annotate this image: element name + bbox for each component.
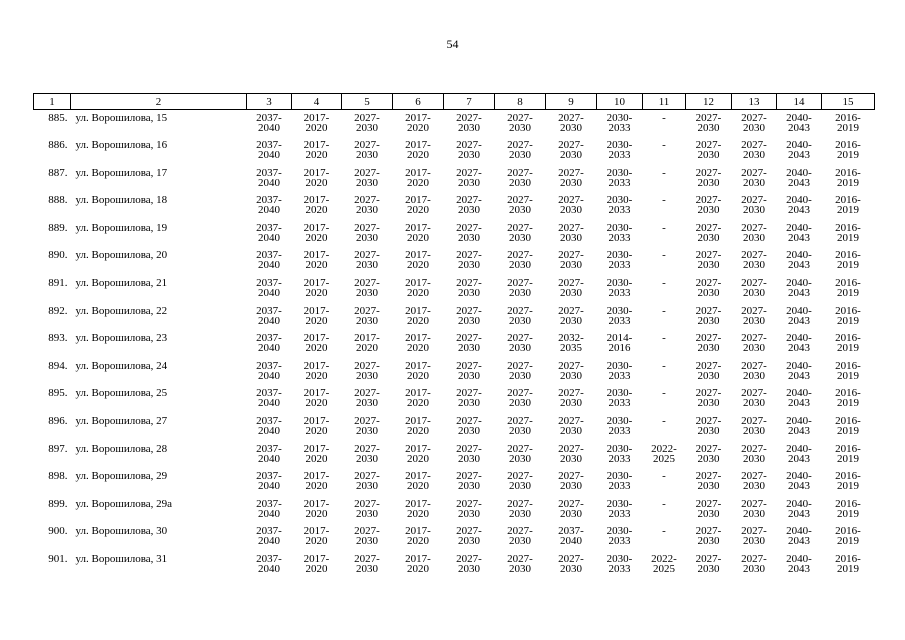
row-number: 898. [48, 470, 68, 483]
period-cell: 2030- 2033 [606, 525, 633, 548]
period-cell: 2040- 2043 [786, 553, 812, 575]
period-cell: 2030- 2033 [606, 470, 633, 493]
period-cell: 2037- 2040 [558, 525, 584, 548]
period-cell: 2016- 2019 [835, 249, 861, 272]
table-row [34, 165, 875, 193]
address-cell: ул. Ворошилова, 15 [75, 112, 168, 124]
period-cell: 2030- 2033 [606, 277, 633, 300]
period-cell: 2030- 2033 [606, 221, 633, 244]
period-cell: 2027- 2030 [354, 553, 380, 575]
period-cell: - [662, 112, 666, 124]
period-cell: 2040- 2043 [786, 332, 812, 355]
period-cell: 2017- 2020 [405, 139, 431, 162]
address-cell: ул. Ворошилова, 29 [75, 470, 168, 483]
row-number: 897. [48, 442, 68, 455]
period-cell: 2017- 2020 [405, 249, 431, 272]
period-cell: 2027- 2030 [741, 553, 767, 575]
period-cell: 2027- 2030 [558, 194, 584, 217]
address-cell: ул. Ворошилова, 24 [75, 359, 168, 372]
period-cell: 2027- 2030 [695, 249, 722, 272]
period-cell: 2016- 2019 [835, 332, 861, 355]
period-cell: 2022- 2025 [651, 442, 677, 465]
row-number: 896. [48, 415, 68, 428]
period-cell: 2016- 2019 [835, 221, 861, 244]
period-cell: 2016- 2019 [835, 497, 861, 520]
table-row [34, 220, 875, 248]
period-cell: 2027- 2030 [354, 139, 380, 162]
period-cell: 2027- 2030 [507, 359, 533, 382]
column-header: 6 [393, 94, 444, 110]
table-row [34, 275, 875, 303]
period-cell: 2027- 2030 [558, 277, 584, 300]
address-cell: ул. Ворошилова, 20 [75, 249, 168, 262]
table-row [34, 468, 875, 496]
column-header: 10 [597, 94, 643, 110]
table-row [34, 385, 875, 413]
period-cell: 2027- 2030 [507, 470, 533, 493]
column-header: 12 [686, 94, 732, 110]
period-cell: 2027- 2030 [456, 277, 482, 300]
period-cell: 2027- 2030 [741, 332, 767, 355]
address-cell: ул. Ворошилова, 18 [75, 194, 168, 207]
period-cell: 2017- 2020 [405, 304, 431, 327]
address-cell: ул. Ворошилова, 21 [75, 277, 168, 290]
column-header: 3 [247, 94, 292, 110]
period-cell: 2017- 2020 [405, 166, 431, 189]
period-cell: 2027- 2030 [354, 525, 380, 548]
row-number: 886. [48, 139, 68, 152]
period-cell: 2017- 2020 [303, 166, 330, 189]
period-cell: - [662, 497, 666, 510]
period-cell: 2040- 2043 [786, 442, 812, 465]
period-cell: 2030- 2033 [606, 497, 633, 520]
period-cell: 2027- 2030 [456, 332, 482, 355]
address-cell: ул. Ворошилова, 29а [75, 497, 173, 510]
period-cell: 2016- 2019 [835, 525, 861, 548]
period-cell: 2027- 2030 [507, 194, 533, 217]
period-cell: 2014- 2016 [606, 332, 633, 355]
table-row [34, 137, 875, 165]
period-cell: 2037- 2040 [256, 249, 282, 272]
period-cell: 2030- 2033 [606, 304, 633, 327]
row-number: 894. [48, 359, 68, 372]
period-cell: 2017- 2020 [405, 415, 431, 438]
period-cell: 2027- 2030 [558, 387, 584, 410]
period-cell: 2037- 2040 [256, 497, 282, 520]
period-cell: 2027- 2030 [741, 194, 767, 217]
period-cell: 2016- 2019 [835, 166, 861, 189]
row-number: 885. [48, 112, 68, 124]
table-row [34, 523, 875, 551]
period-cell: 2027- 2030 [456, 112, 482, 134]
period-cell: 2027- 2030 [558, 442, 584, 465]
column-header: 2 [71, 94, 247, 110]
row-number: 895. [48, 387, 68, 400]
row-number: 887. [48, 166, 68, 179]
column-header: 11 [643, 94, 686, 110]
period-cell: 2027- 2030 [456, 249, 482, 272]
period-cell: 2027- 2030 [741, 470, 767, 493]
period-cell: 2017- 2020 [405, 221, 431, 244]
table-row [34, 551, 875, 579]
period-cell: 2017- 2020 [303, 470, 330, 493]
period-cell: 2017- 2020 [405, 470, 431, 493]
period-cell: 2037- 2040 [256, 387, 282, 410]
period-cell: 2027- 2030 [695, 387, 722, 410]
address-cell: ул. Ворошилова, 17 [75, 166, 168, 179]
period-cell: 2017- 2020 [303, 112, 330, 134]
row-number: 899. [48, 497, 68, 510]
period-cell: 2027- 2030 [695, 470, 722, 493]
period-cell: 2027- 2030 [354, 387, 380, 410]
table-row [34, 303, 875, 331]
period-cell: 2037- 2040 [256, 359, 282, 382]
period-cell: - [662, 166, 666, 179]
period-cell: 2017- 2020 [303, 221, 330, 244]
period-cell: 2027- 2030 [558, 470, 584, 493]
period-cell: 2017- 2020 [354, 332, 380, 355]
period-cell: 2027- 2030 [741, 497, 767, 520]
table-row [34, 110, 875, 138]
period-cell: 2027- 2030 [456, 442, 482, 465]
period-cell: 2027- 2030 [354, 194, 380, 217]
table-row [34, 247, 875, 275]
period-cell: 2027- 2030 [354, 470, 380, 493]
period-cell: 2017- 2020 [303, 139, 330, 162]
header-row [34, 94, 875, 110]
period-cell: 2027- 2030 [741, 442, 767, 465]
period-cell: 2040- 2043 [786, 497, 812, 520]
column-header: 14 [777, 94, 822, 110]
period-cell: 2017- 2020 [405, 387, 431, 410]
row-number: 889. [48, 221, 68, 234]
period-cell: 2027- 2030 [558, 249, 584, 272]
period-cell: 2030- 2033 [606, 166, 633, 189]
period-cell: 2040- 2043 [786, 304, 812, 327]
period-cell: 2017- 2020 [303, 249, 330, 272]
period-cell: 2037- 2040 [256, 332, 282, 355]
table-row [34, 358, 875, 386]
period-cell: 2017- 2020 [405, 277, 431, 300]
period-cell: 2017- 2020 [303, 332, 330, 355]
period-cell: 2017- 2020 [303, 387, 330, 410]
period-cell: 2040- 2043 [786, 525, 812, 548]
period-cell: 2030- 2033 [606, 553, 633, 575]
period-cell: 2037- 2040 [256, 221, 282, 244]
period-cell: 2027- 2030 [558, 359, 584, 382]
period-cell: 2037- 2040 [256, 442, 282, 465]
period-cell: - [662, 359, 666, 372]
period-cell: - [662, 525, 666, 538]
period-cell: 2030- 2033 [606, 139, 633, 162]
period-cell: 2040- 2043 [786, 387, 812, 410]
period-cell: 2027- 2030 [507, 387, 533, 410]
period-cell: 2017- 2020 [405, 553, 431, 575]
period-cell: 2022- 2025 [651, 553, 677, 575]
column-header: 15 [822, 94, 875, 110]
column-header: 4 [292, 94, 342, 110]
period-cell: 2037- 2040 [256, 470, 282, 493]
period-cell: 2027- 2030 [741, 525, 767, 548]
period-cell: 2027- 2030 [695, 553, 722, 575]
period-cell: 2040- 2043 [786, 359, 812, 382]
period-cell: 2037- 2040 [256, 112, 282, 134]
period-cell: 2027- 2030 [507, 442, 533, 465]
period-cell: 2016- 2019 [835, 194, 861, 217]
period-cell: 2027- 2030 [456, 139, 482, 162]
table-row [34, 330, 875, 358]
period-cell: 2030- 2033 [606, 359, 633, 382]
period-cell: 2040- 2043 [786, 139, 812, 162]
period-cell: 2037- 2040 [256, 166, 282, 189]
page-number: 54 [446, 37, 459, 51]
period-cell: 2027- 2030 [507, 497, 533, 520]
period-cell: 2017- 2020 [303, 525, 330, 548]
period-cell: - [662, 194, 666, 207]
period-cell: 2027- 2030 [741, 221, 767, 244]
period-cell: 2017- 2020 [303, 553, 330, 575]
column-header: 5 [342, 94, 393, 110]
period-cell: 2016- 2019 [835, 112, 861, 134]
period-cell: 2030- 2033 [606, 112, 633, 134]
period-cell: 2040- 2043 [786, 221, 812, 244]
period-cell: 2027- 2030 [507, 525, 533, 548]
row-number: 891. [48, 277, 68, 290]
period-cell: 2027- 2030 [456, 415, 482, 438]
period-cell: 2017- 2020 [303, 304, 330, 327]
table-row [34, 441, 875, 469]
period-cell: 2027- 2030 [741, 359, 767, 382]
period-cell: 2027- 2030 [354, 497, 380, 520]
period-cell: 2027- 2030 [507, 139, 533, 162]
period-cell: 2027- 2030 [695, 332, 722, 355]
row-number: 890. [48, 249, 68, 262]
period-cell: 2030- 2033 [606, 415, 633, 438]
period-cell: 2027- 2030 [354, 359, 380, 382]
table-row [34, 413, 875, 441]
address-cell: ул. Ворошилова, 25 [75, 387, 168, 400]
period-cell: 2027- 2030 [507, 221, 533, 244]
period-cell: 2027- 2030 [695, 194, 722, 217]
period-cell: - [662, 249, 666, 262]
period-cell: 2027- 2030 [507, 415, 533, 438]
period-cell: - [662, 221, 666, 234]
period-cell: 2027- 2030 [695, 497, 722, 520]
address-cell: ул. Ворошилова, 23 [75, 332, 168, 345]
period-cell: 2027- 2030 [456, 470, 482, 493]
column-header: 1 [34, 94, 71, 110]
row-number: 888. [48, 194, 68, 207]
period-cell: - [662, 387, 666, 400]
period-cell: 2027- 2030 [354, 415, 380, 438]
period-cell: 2040- 2043 [786, 166, 812, 189]
period-cell: 2027- 2030 [456, 553, 482, 575]
period-cell: 2027- 2030 [695, 525, 722, 548]
period-cell: 2017- 2020 [405, 332, 431, 355]
period-cell: 2027- 2030 [507, 332, 533, 355]
period-cell: 2016- 2019 [835, 139, 861, 162]
period-cell: 2040- 2043 [786, 194, 812, 217]
period-cell: - [662, 139, 666, 152]
address-cell: ул. Ворошилова, 28 [75, 442, 168, 455]
period-cell: 2027- 2030 [456, 194, 482, 217]
period-cell: 2016- 2019 [835, 304, 861, 327]
address-cell: ул. Ворошилова, 19 [75, 221, 168, 234]
period-cell: 2037- 2040 [256, 553, 282, 575]
column-header: 7 [444, 94, 495, 110]
period-cell: 2016- 2019 [835, 415, 861, 438]
period-cell: 2027- 2030 [354, 112, 380, 134]
period-cell: 2030- 2033 [606, 387, 633, 410]
period-cell: - [662, 277, 666, 290]
period-cell: 2030- 2033 [606, 194, 633, 217]
period-cell: 2027- 2030 [741, 415, 767, 438]
period-cell: 2027- 2030 [354, 277, 380, 300]
period-cell: 2027- 2030 [354, 166, 380, 189]
period-cell: 2027- 2030 [456, 387, 482, 410]
period-cell: 2027- 2030 [456, 221, 482, 244]
period-cell: 2027- 2030 [507, 112, 533, 134]
period-cell: 2027- 2030 [558, 166, 584, 189]
period-cell: 2016- 2019 [835, 277, 861, 300]
address-cell: ул. Ворошилова, 30 [75, 525, 168, 538]
period-cell: 2016- 2019 [835, 553, 861, 575]
period-cell: 2040- 2043 [786, 470, 812, 493]
address-cell: ул. Ворошилова, 27 [75, 415, 168, 428]
address-cell: ул. Ворошилова, 16 [75, 139, 168, 152]
period-cell: 2027- 2030 [695, 359, 722, 382]
period-cell: 2017- 2020 [405, 497, 431, 520]
period-cell: - [662, 415, 666, 428]
period-cell: 2037- 2040 [256, 304, 282, 327]
period-cell: 2037- 2040 [256, 194, 282, 217]
row-number: 901. [48, 553, 68, 565]
period-cell: 2027- 2030 [558, 221, 584, 244]
period-cell: 2027- 2030 [456, 359, 482, 382]
period-cell: 2017- 2020 [303, 359, 330, 382]
period-cell: 2017- 2020 [303, 277, 330, 300]
period-cell: 2027- 2030 [695, 139, 722, 162]
period-cell: 2027- 2030 [695, 442, 722, 465]
period-cell: 2027- 2030 [354, 249, 380, 272]
period-cell: 2027- 2030 [741, 387, 767, 410]
address-cell: ул. Ворошилова, 22 [75, 304, 168, 317]
period-cell: 2027- 2030 [456, 166, 482, 189]
period-cell: 2027- 2030 [456, 525, 482, 548]
address-cell: ул. Ворошилова, 31 [75, 553, 168, 565]
period-cell: 2027- 2030 [741, 112, 767, 134]
column-header: 13 [732, 94, 777, 110]
period-cell: 2027- 2030 [741, 139, 767, 162]
period-cell: 2040- 2043 [786, 277, 812, 300]
period-cell: 2027- 2030 [558, 415, 584, 438]
period-cell: 2040- 2043 [786, 415, 812, 438]
schedule-table [33, 93, 875, 579]
period-cell: 2027- 2030 [695, 112, 722, 134]
period-cell: 2027- 2030 [741, 304, 767, 327]
table-row [34, 192, 875, 220]
period-cell: 2027- 2030 [695, 304, 722, 327]
period-cell: 2027- 2030 [354, 304, 380, 327]
period-cell: 2017- 2020 [405, 112, 431, 134]
period-cell: 2027- 2030 [558, 497, 584, 520]
period-cell: 2017- 2020 [405, 359, 431, 382]
period-cell: 2027- 2030 [507, 166, 533, 189]
period-cell: 2027- 2030 [507, 304, 533, 327]
period-cell: 2016- 2019 [835, 359, 861, 382]
period-cell: 2037- 2040 [256, 277, 282, 300]
period-cell: 2027- 2030 [741, 249, 767, 272]
period-cell: 2027- 2030 [354, 221, 380, 244]
table-row [34, 496, 875, 524]
column-header: 8 [495, 94, 546, 110]
period-cell: 2040- 2043 [786, 112, 812, 134]
period-cell: 2030- 2033 [606, 249, 633, 272]
period-cell: - [662, 332, 666, 345]
period-cell: 2037- 2040 [256, 415, 282, 438]
period-cell: 2017- 2020 [405, 194, 431, 217]
period-cell: 2027- 2030 [695, 166, 722, 189]
period-cell: 2037- 2040 [256, 139, 282, 162]
period-cell: 2027- 2030 [507, 553, 533, 575]
period-cell: 2027- 2030 [558, 553, 584, 575]
period-cell: 2027- 2030 [741, 166, 767, 189]
period-cell: 2016- 2019 [835, 470, 861, 493]
period-cell: 2027- 2030 [507, 249, 533, 272]
row-number: 892. [48, 304, 68, 317]
period-cell: 2032- 2035 [558, 332, 584, 355]
period-cell: 2027- 2030 [741, 277, 767, 300]
period-cell: 2017- 2020 [303, 194, 330, 217]
column-header: 9 [546, 94, 597, 110]
period-cell: 2016- 2019 [835, 442, 861, 465]
period-cell: - [662, 470, 666, 483]
period-cell: 2027- 2030 [558, 304, 584, 327]
period-cell: 2017- 2020 [303, 415, 330, 438]
period-cell: 2017- 2020 [303, 497, 330, 520]
row-number: 900. [48, 525, 68, 538]
period-cell: 2027- 2030 [558, 139, 584, 162]
period-cell: 2017- 2020 [303, 442, 330, 465]
period-cell: 2027- 2030 [695, 277, 722, 300]
period-cell: 2027- 2030 [695, 415, 722, 438]
period-cell: 2017- 2020 [405, 442, 431, 465]
period-cell: 2027- 2030 [507, 277, 533, 300]
period-cell: - [662, 304, 666, 317]
period-cell: 2027- 2030 [354, 442, 380, 465]
period-cell: 2037- 2040 [256, 525, 282, 548]
period-cell: 2040- 2043 [786, 249, 812, 272]
row-number: 893. [48, 332, 68, 345]
period-cell: 2017- 2020 [405, 525, 431, 548]
period-cell: 2027- 2030 [456, 497, 482, 520]
period-cell: 2027- 2030 [558, 112, 584, 134]
period-cell: 2030- 2033 [606, 442, 633, 465]
period-cell: 2027- 2030 [695, 221, 722, 244]
period-cell: 2027- 2030 [456, 304, 482, 327]
period-cell: 2016- 2019 [835, 387, 861, 410]
